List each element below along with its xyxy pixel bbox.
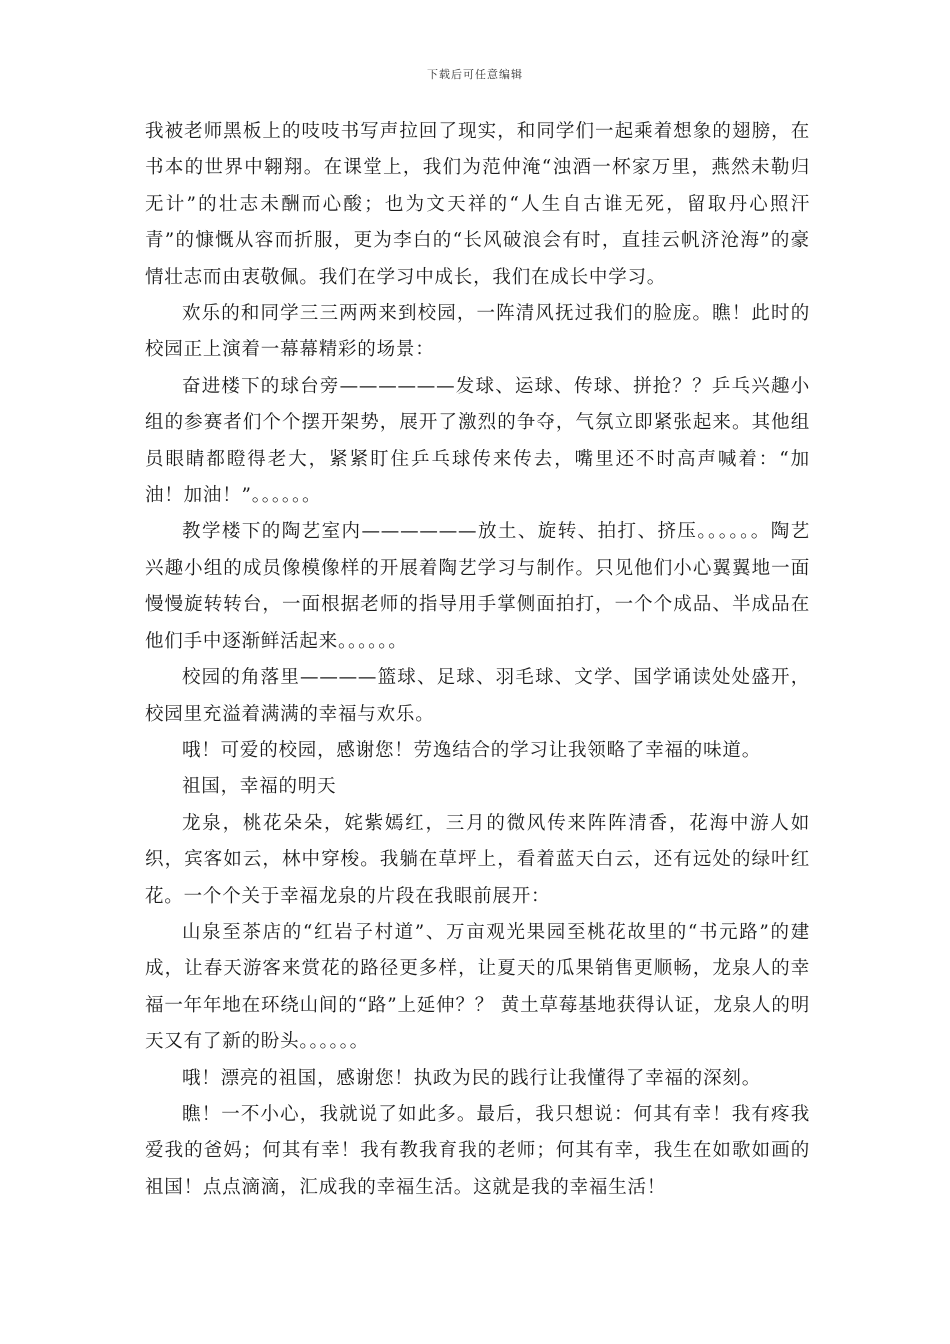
paragraph: 教学楼下的陶艺室内——————放土、旋转、拍打、挤压。。。。。。陶艺兴趣小组的成员像模像样的开展着陶艺学习与制作。只见他们小心翼翼地一面慢慢旋转转台，一面根据老师的指导用手掌侧面拍打，一个个成品、半成品在他们手中逐渐鲜活起来。。。。。。 [145,521,810,652]
paragraph: 山泉至茶店的“红岩子村道”、万亩观光果园至桃花故里的“书元路”的建成，让春天游客来赏花的路径更多样，让夏天的瓜果销售更顺畅，龙泉人的幸福一年年地在环绕山间的“路”上延伸？？ 黄土草莓基地获得认证，龙泉人的明天又有了新的盼头。。。。。。 [145,921,810,1053]
section-heading: 祖国，幸福的明天 [182,776,337,798]
page-header: 下载后可任意编辑 [427,68,523,81]
paragraph: 欢乐的和同学三三两两来到校园，一阵清风抚过我们的脸庞。瞧！此时的校园正上演着一幕幕精彩的场景： [145,303,810,361]
paragraph: 哦！可爱的校园，感谢您！劳逸结合的学习让我领略了幸福的味道。 [182,739,762,761]
paragraph: 我被老师黑板上的吱吱书写声拉回了现实，和同学们一起乘着想象的翅膀，在书本的世界中翱翔。在课堂上，我们为范仲淹“浊酒一杯家万里，燕然未勒归无计”的壮志未酬而心酸；也为文天祥的“人生自古谁无死，留取丹心照汗青”的慷慨从容而折服，更为李白的“长风破浪会有时，直挂云帆济沧海”的豪情壮志而由衷敬佩。我们在学习中成长，我们在成长中学习。 [145,121,810,288]
paragraph: 龙泉，桃花朵朵，姹紫嫣红，三月的微风传来阵阵清香，花海中游人如织，宾客如云，林中穿梭。我躺在草坪上，看着蓝天白云，还有远处的绿叶红花。一个个关于幸福龙泉的片段在我眼前展开： [145,812,810,907]
paragraph: 奋进楼下的球台旁——————发球、运球、传球、拼抢？？乒乓兴趣小组的参赛者们个个摆开架势，展开了激烈的争夺，气氛立即紧张起来。其他组员眼睛都瞪得老大，紧紧盯住乒乓球传来传去，嘴里还不时高声喊着：“加油！加油！”。。。。。。 [145,375,810,507]
paragraph: 瞧！一不小心，我就说了如此多。最后，我只想说：何其有幸！我有疼我爱我的爸妈；何其有幸！我有教我育我的老师；何其有幸，我生在如歌如画的祖国！点点滴滴，汇成我的幸福生活。这就是我的幸福生活！ [145,1103,810,1198]
paragraph: 校园的角落里————篮球、足球、羽毛球、文学、国学诵读处处盛开，校园里充溢着满满的幸福与欢乐。 [145,667,810,725]
document-body [145,114,810,1206]
paragraph: 哦！漂亮的祖国，感谢您！执政为民的践行让我懂得了幸福的深刻。 [182,1067,762,1089]
